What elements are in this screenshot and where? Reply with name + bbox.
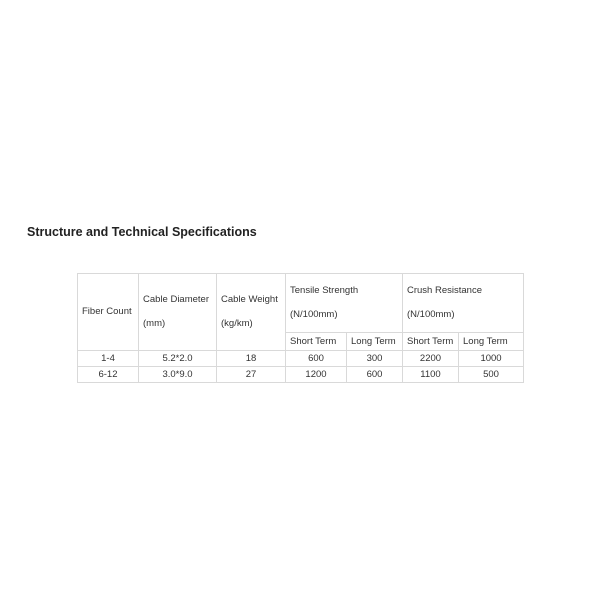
table-header-row: [78, 274, 524, 333]
table-row: [78, 367, 524, 383]
section-title: Structure and Technical Specifications: [27, 225, 257, 239]
header-tensile-strength: [286, 274, 403, 333]
cell-cable-diameter: 5.2*2.0: [139, 351, 217, 367]
cell-tensile-long-term: 600: [347, 367, 403, 383]
header-tensile-short-term: Short Term: [286, 333, 347, 351]
cell-tensile-short-term: 600: [286, 351, 347, 367]
header-crush-short-term: Short Term: [403, 333, 459, 351]
header-tensile-strength-unit: (N/100mm): [290, 309, 338, 320]
header-cable-diameter-label: Cable Diameter: [143, 294, 209, 305]
header-crush-resistance: [403, 274, 524, 333]
table-row: [78, 351, 524, 367]
cell-crush-short-term: 1100: [403, 367, 459, 383]
header-fiber-count: Fiber Count: [78, 274, 139, 351]
cell-fiber-count: 1-4: [78, 351, 139, 367]
spec-table: [77, 273, 524, 383]
cell-cable-diameter: 3.0*9.0: [139, 367, 217, 383]
cell-cable-weight: 27: [217, 367, 286, 383]
header-crush-long-term: Long Term: [459, 333, 524, 351]
cell-crush-long-term: 500: [459, 367, 524, 383]
header-cable-weight-unit: (kg/km): [221, 318, 253, 329]
header-cable-diameter: [139, 274, 217, 351]
header-cable-diameter-unit: (mm): [143, 318, 166, 329]
cell-crush-long-term: 1000: [459, 351, 524, 367]
cell-tensile-long-term: 300: [347, 351, 403, 367]
cell-crush-short-term: 2200: [403, 351, 459, 367]
header-tensile-strength-label: Tensile Strength: [290, 285, 359, 296]
cell-tensile-short-term: 1200: [286, 367, 347, 383]
cell-fiber-count: 6-12: [78, 367, 139, 383]
cell-cable-weight: 18: [217, 351, 286, 367]
header-cable-weight: [217, 274, 286, 351]
header-crush-resistance-unit: (N/100mm): [407, 309, 455, 320]
header-tensile-long-term: Long Term: [347, 333, 403, 351]
header-crush-resistance-label: Crush Resistance: [407, 285, 482, 296]
header-cable-weight-label: Cable Weight: [221, 294, 278, 305]
